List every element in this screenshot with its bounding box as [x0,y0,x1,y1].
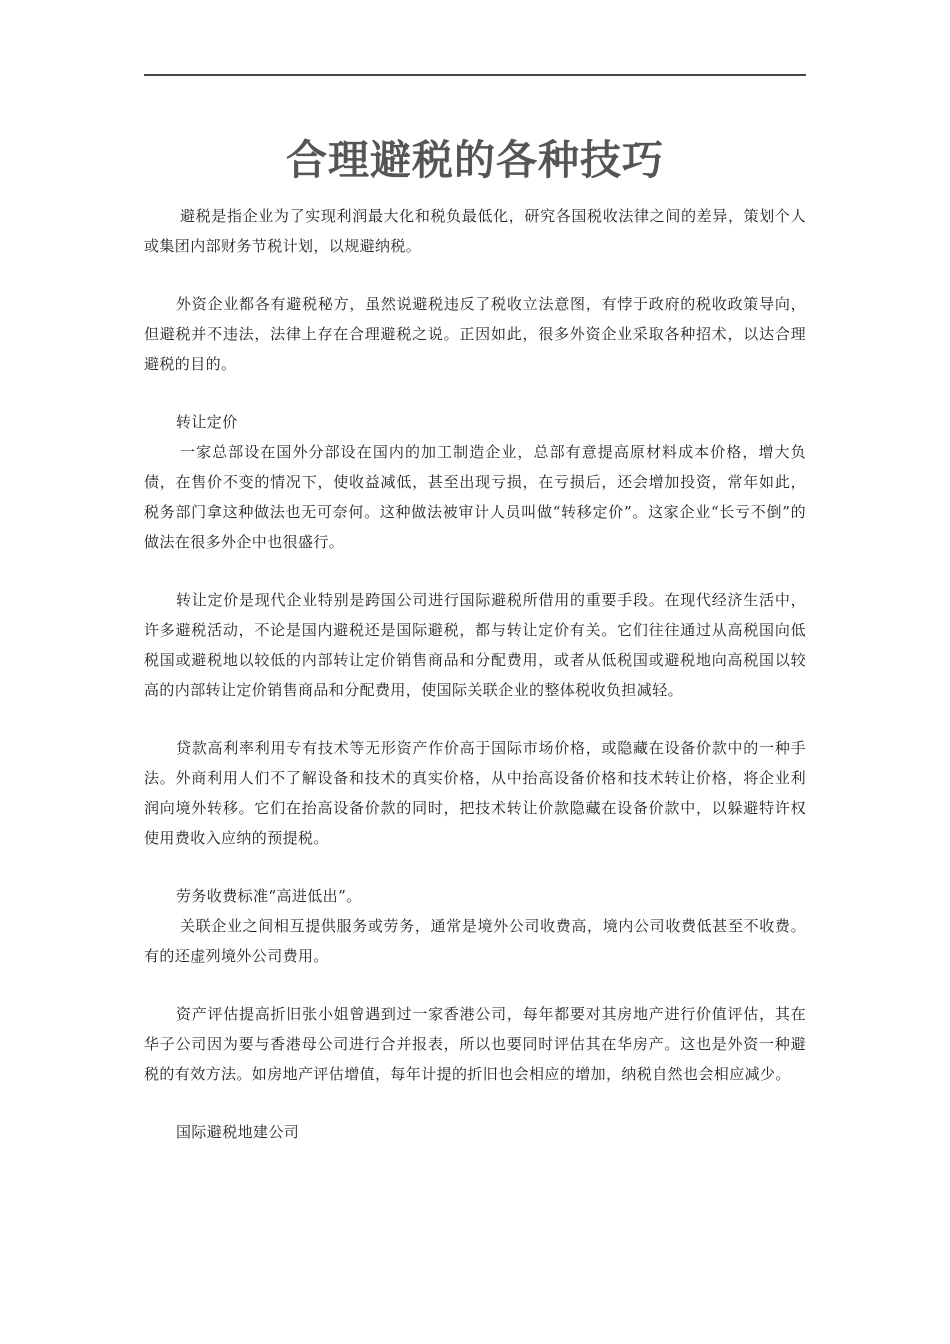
section-heading-transfer-pricing: 转让定价 [176,413,238,431]
paragraph-transfer-pricing-example: 一家总部设在国外分部设在国内的加工制造企业，总部有意提高原材料成本价格，增大负债，在售价不变的情况下，使收益减低，甚至出现亏损，在亏损后，还会增加投资，常年如此，税务部门拿这种做法也无可奈何。这种做法被审计人员叫做“转移定价”。这家企业“长亏不倒”的做法在很多外企中也很盛行。 [144,443,806,551]
document-body [144,201,806,1147]
section-heading-tax-haven: 国际避税地建公司 [176,1123,300,1141]
paragraph-intro: 避税是指企业为了实现利润最大化和税负最低化，研究各国税收法律之间的差异，策划个人或集团内部财务节税计划，以规避纳税。 [144,207,806,255]
section-heading-service-fees: 劳务收费标准“高进低出”。 [176,887,362,905]
paragraph-foreign-firms: 外资企业都各有避税秘方，虽然说避税违反了税收立法意图，有悖于政府的税收政策导向，但避税并不违法，法律上存在合理避税之说。正因如此，很多外资企业采取各种招术，以达合理避税的目的。 [144,295,806,373]
paragraph-asset-valuation: 资产评估提高折旧张小姐曾遇到过一家香港公司，每年都要对其房地产进行价值评估，其在华子公司因为要与香港母公司进行合并报表，所以也要同时评估其在华房产。这也是外资一种避税的有效方法。如房地产评估增值，每年计提的折旧也会相应的增加，纳税自然也会相应减少。 [144,1005,806,1083]
top-rule [144,74,806,76]
paragraph-high-interest-loans: 贷款高利率利用专有技术等无形资产作价高于国际市场价格，或隐藏在设备价款中的一种手法。外商利用人们不了解设备和技术的真实价格，从中抬高设备价格和技术转让价格，将企业利润向境外转移。它们在抬高设备价款的同时，把技术转让价款隐藏在设备价款中，以躲避特许权使用费收入应纳的预提税。 [144,739,806,847]
paragraph-transfer-pricing-explained: 转让定价是现代企业特别是跨国公司进行国际避税所借用的重要手段。在现代经济生活中，许多避税活动，不论是国内避税还是国际避税，都与转让定价有关。它们往往通过从高税国向低税国或避税地以较低的内部转让定价销售商品和分配费用，或者从低税国或避税地向高税国以较高的内部转让定价销售商品和分配费用，使国际关联企业的整体税收负担减轻。 [144,591,806,699]
page-title: 合理避税的各种技巧 [286,136,664,184]
paragraph-service-fees: 关联企业之间相互提供服务或劳务，通常是境外公司收费高，境内公司收费低甚至不收费。有的还虚列境外公司费用。 [144,917,806,965]
